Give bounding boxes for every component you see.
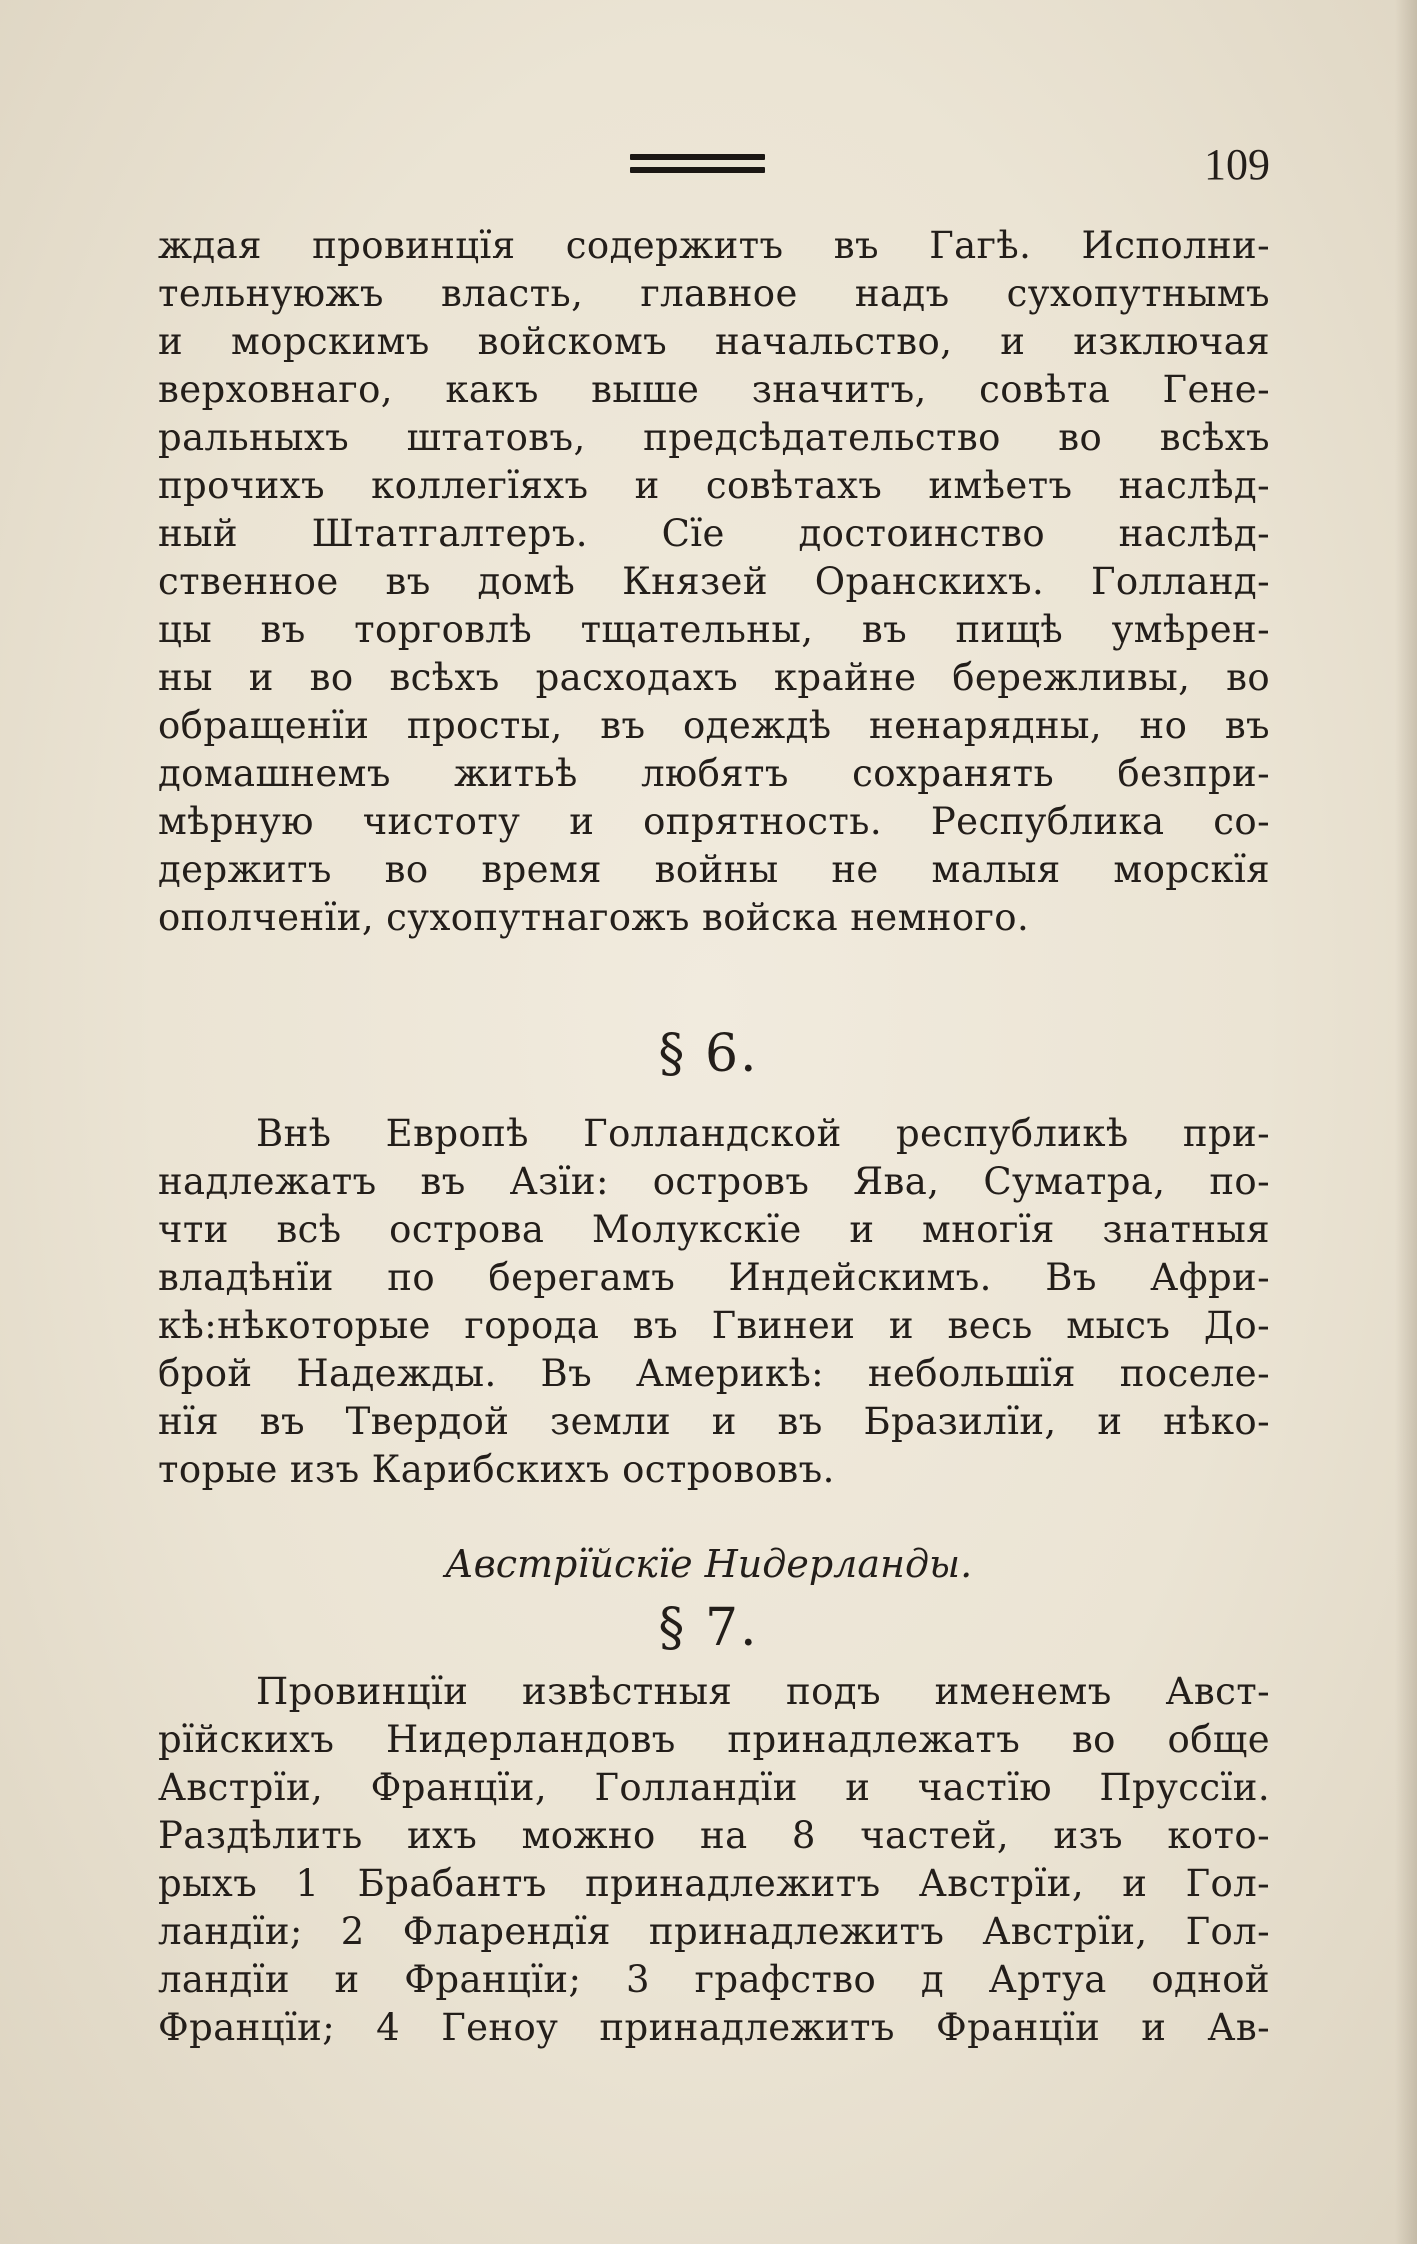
page-number: 109: [1204, 140, 1270, 189]
text-line: держитъ во время войны не малыя морскїя: [158, 848, 1270, 891]
text-line: чти всѣ острова Молукскїе и многїя знатныя: [158, 1208, 1270, 1251]
text-line: Внѣ Европѣ Голландской республикѣ при-: [256, 1112, 1270, 1155]
section-heading-austrian-netherlands: Австрїйскїе Нидерланды.: [444, 1542, 973, 1586]
text-line: ственное въ домѣ Князей Оранскихъ. Голланд-: [158, 560, 1270, 603]
text-line: ный Штатгалтеръ. Сїе достоинство наслѣд-: [158, 512, 1270, 555]
text-line: цы въ торговлѣ тщательны, въ пищѣ умѣрен-: [158, 608, 1270, 651]
text-line: рїйскихъ Нидерландовъ принадлежатъ во обще: [158, 1718, 1270, 1761]
text-line: торые изъ Карибскихъ острововъ.: [158, 1448, 835, 1491]
text-line: обращенїи просты, въ одеждѣ ненарядны, но въ: [158, 704, 1270, 747]
text-line: тельнуюжъ власть, главное надъ сухопутнымъ: [158, 272, 1270, 315]
text-line: ландїи и Францїи; 3 графство д Артуа одной: [158, 1958, 1270, 2001]
text-line: Францїи; 4 Геноу принадлежитъ Францїи и Ав-: [158, 2006, 1270, 2049]
section-6-mark: § 6.: [658, 1024, 759, 1084]
text-line: надлежатъ въ Азїи: островъ Ява, Суматра, по-: [158, 1160, 1270, 1203]
text-line: верховнаго, какъ выше значитъ, совѣта Гене-: [158, 368, 1270, 411]
paragraph-2: [158, 1110, 1270, 1494]
text-line: и морскимъ войскомъ начальство, и изключая: [158, 320, 1270, 363]
text-line: прочихъ коллегїяхъ и совѣтахъ имѣетъ наслѣд-: [158, 464, 1270, 507]
text-line: ждая провинцїя содержитъ въ Гагѣ. Исполни-: [158, 224, 1270, 267]
section-7-mark: § 7.: [658, 1598, 759, 1658]
text-line: нїя въ Твердой земли и въ Бразилїи, и нѣко-: [158, 1400, 1270, 1443]
text-line: владѣнїи по берегамъ Индейскимъ. Въ Афри-: [158, 1256, 1270, 1299]
text-line: ны и во всѣхъ расходахъ крайне бережливы, во: [158, 656, 1270, 699]
text-line: ополченїи, сухопутнагожъ войска немного.: [158, 896, 1030, 939]
paragraph-3: [158, 1668, 1270, 2052]
text-line: рыхъ 1 Брабантъ принадлежитъ Австрїи, и Гол-: [158, 1862, 1270, 1905]
text-line: домашнемъ житьѣ любятъ сохранять безпри-: [158, 752, 1270, 795]
text-line: Раздѣлить ихъ можно на 8 частей, изъ кото-: [158, 1814, 1270, 1857]
text-line: ландїи; 2 Фларендїя принадлежитъ Австрїи, Гол-: [158, 1910, 1270, 1953]
text-line: Провинцїи извѣстныя подъ именемъ Авст-: [256, 1670, 1270, 1713]
text-line: Австрїи, Францїи, Голландїи и частїю Пруссїи.: [158, 1766, 1270, 1809]
page-edge-shadow: [1395, 0, 1417, 2244]
text-line: брой Надежды. Въ Америкѣ: небольшїя поселе-: [158, 1352, 1270, 1395]
text-line: кѣ:нѣкоторые города въ Гвинеи и весь мысъ До-: [158, 1304, 1270, 1347]
header-double-rule: [630, 154, 765, 174]
text-line: ральныхъ штатовъ, предсѣдательство во всѣхъ: [158, 416, 1270, 459]
text-line: мѣрную чистоту и опрятность. Республика со-: [158, 800, 1270, 843]
paragraph-1: [158, 222, 1270, 942]
